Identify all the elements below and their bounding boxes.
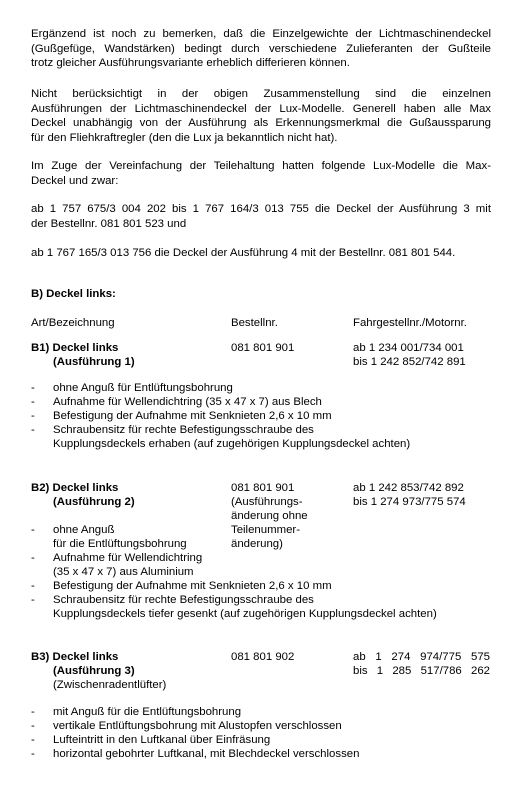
- part-order-number: 081 801 901: [231, 482, 295, 494]
- part-order-note: änderung): [231, 538, 283, 550]
- text-line: Ergänzend ist noch zu bemerken, daß die Einzelgewichte der Lichtmaschinendeckel: [31, 28, 491, 40]
- text-line: Ausführungen der Lichtmaschinendeckel der Lux-Modelle. Generell haben alle Max: [31, 102, 491, 115]
- intro-paragraph-4: [31, 202, 491, 231]
- range-text: bis 1 285 517/786 262: [353, 665, 490, 677]
- range-text: ab 1 274 974/775 575: [353, 651, 490, 663]
- bullet-dash: -: [31, 594, 35, 606]
- bullet-dash: -: [31, 396, 35, 408]
- list-item: ohne Anguß für Entlüftungsbohrung: [53, 382, 233, 394]
- part-range-to: [353, 664, 490, 679]
- part-version: (Ausführung 2): [53, 496, 135, 508]
- list-item: Aufnahme für Wellendichtring: [53, 552, 203, 564]
- text-line: Nicht berücksichtigt in der obigen Zusammenstellung sind die einzelnen: [31, 88, 491, 100]
- list-item: horizontal gebohrter Luftkanal, mit Blechdeckel verschlossen: [53, 748, 360, 760]
- list-item: Schraubensitz für rechte Befestigungsschraube des: [53, 594, 314, 606]
- text-line: Deckel unabhängig von der Ausführung als Erkennungsmerkmal die Gußaussparung: [31, 117, 491, 129]
- bullet-dash: -: [31, 424, 35, 436]
- part-order-note: (Ausführungs-: [231, 496, 303, 508]
- bullet-dash: -: [31, 552, 35, 564]
- section-heading: B) Deckel links:: [31, 288, 116, 300]
- part-label: B1) Deckel links: [31, 342, 119, 354]
- bullet-dash: -: [31, 706, 35, 718]
- bullet-dash: -: [31, 580, 35, 592]
- text-line: ab 1 757 675/3 004 202 bis 1 767 164/3 013 755 die Deckel der Ausführung 3 mit: [31, 203, 491, 215]
- column-header-frame-engine-number: Fahrgestellnr./Motornr.: [353, 317, 467, 329]
- text-line: (Gußgefüge, Wandstärken) bedingt durch verschiedene Zulieferanten der Gußteile: [31, 42, 491, 55]
- intro-paragraph-3: [31, 159, 491, 188]
- bullet-dash: -: [31, 410, 35, 422]
- list-item: ohne Anguß: [53, 524, 115, 536]
- part-range-to: bis 1 274 973/775 574: [353, 496, 466, 508]
- part-range-to: bis 1 242 852/742 891: [353, 356, 466, 368]
- list-item-continuation: Kupplungsdeckels erhaben (auf zugehörigen Kupplungsdeckel achten): [53, 438, 411, 450]
- part-range-from: ab 1 242 853/742 892: [353, 482, 464, 494]
- bullet-dash: -: [31, 382, 35, 394]
- list-item: Schraubensitz für rechte Befestigungsschraube des: [53, 424, 314, 436]
- list-item-continuation: (35 x 47 x 7) aus Aluminium: [53, 566, 194, 578]
- text-line: Im Zuge der Vereinfachung der Teilehaltung hatten folgende Lux-Modelle die Max-: [31, 160, 491, 172]
- list-item-continuation: Kupplungsdeckels tiefer gesenkt (auf zugehörigen Kupplungsdeckel achten): [53, 608, 437, 620]
- intro-paragraph-1: [31, 27, 491, 71]
- part-order-note: Teilenummer-: [231, 524, 300, 536]
- column-header-designation: Art/Bezeichnung: [31, 317, 115, 329]
- text-line: der Bestellnr. 081 801 523 und: [31, 217, 187, 230]
- part-note: (Zwischenradentlüfter): [53, 679, 167, 691]
- part-order-note: änderung ohne: [231, 510, 308, 522]
- text-line: trotz gleicher Ausführungsvariante erheblich differieren können.: [31, 57, 350, 69]
- bullet-dash: -: [31, 720, 35, 732]
- column-header-order-number: Bestellnr.: [231, 317, 278, 329]
- part-version: (Ausführung 3): [53, 665, 135, 677]
- bullet-dash: -: [31, 734, 35, 746]
- bullet-dash: -: [31, 748, 35, 760]
- list-item: Befestigung der Aufnahme mit Senknieten 2,6 x 10 mm: [53, 580, 332, 592]
- list-item-continuation: für die Entlüftungsbohrung: [53, 538, 187, 550]
- list-item: mit Anguß für die Entlüftungsbohrung: [53, 706, 242, 718]
- text-line: für den Fliehkraftregler (den die Lux ja bekanntlich nicht hat).: [31, 131, 338, 144]
- list-item: vertikale Entlüftungsbohrung mit Alustopfen verschlossen: [53, 720, 342, 732]
- list-item: Lufteintritt in den Luftkanal über Einfräsung: [53, 734, 271, 746]
- intro-paragraph-5: [31, 246, 491, 261]
- part-version: (Ausführung 1): [53, 356, 135, 368]
- text-line: Deckel und zwar:: [31, 174, 119, 187]
- part-order-number: 081 801 901: [231, 342, 295, 354]
- bullet-dash: -: [31, 524, 35, 536]
- part-label: B2) Deckel links: [31, 482, 119, 494]
- intro-paragraph-2: [31, 87, 491, 145]
- part-order-number: 081 801 902: [231, 651, 295, 663]
- list-item: Aufnahme für Wellendichtring (35 x 47 x 7) aus Blech: [53, 396, 322, 408]
- part-range-from: ab 1 234 001/734 001: [353, 342, 464, 354]
- list-item: Befestigung der Aufnahme mit Senknieten 2,6 x 10 mm: [53, 410, 332, 422]
- text-line: ab 1 767 165/3 013 756 die Deckel der Ausführung 4 mit der Bestellnr. 081 801 544.: [31, 247, 456, 259]
- part-range-from: [353, 650, 490, 665]
- part-label: B3) Deckel links: [31, 651, 119, 663]
